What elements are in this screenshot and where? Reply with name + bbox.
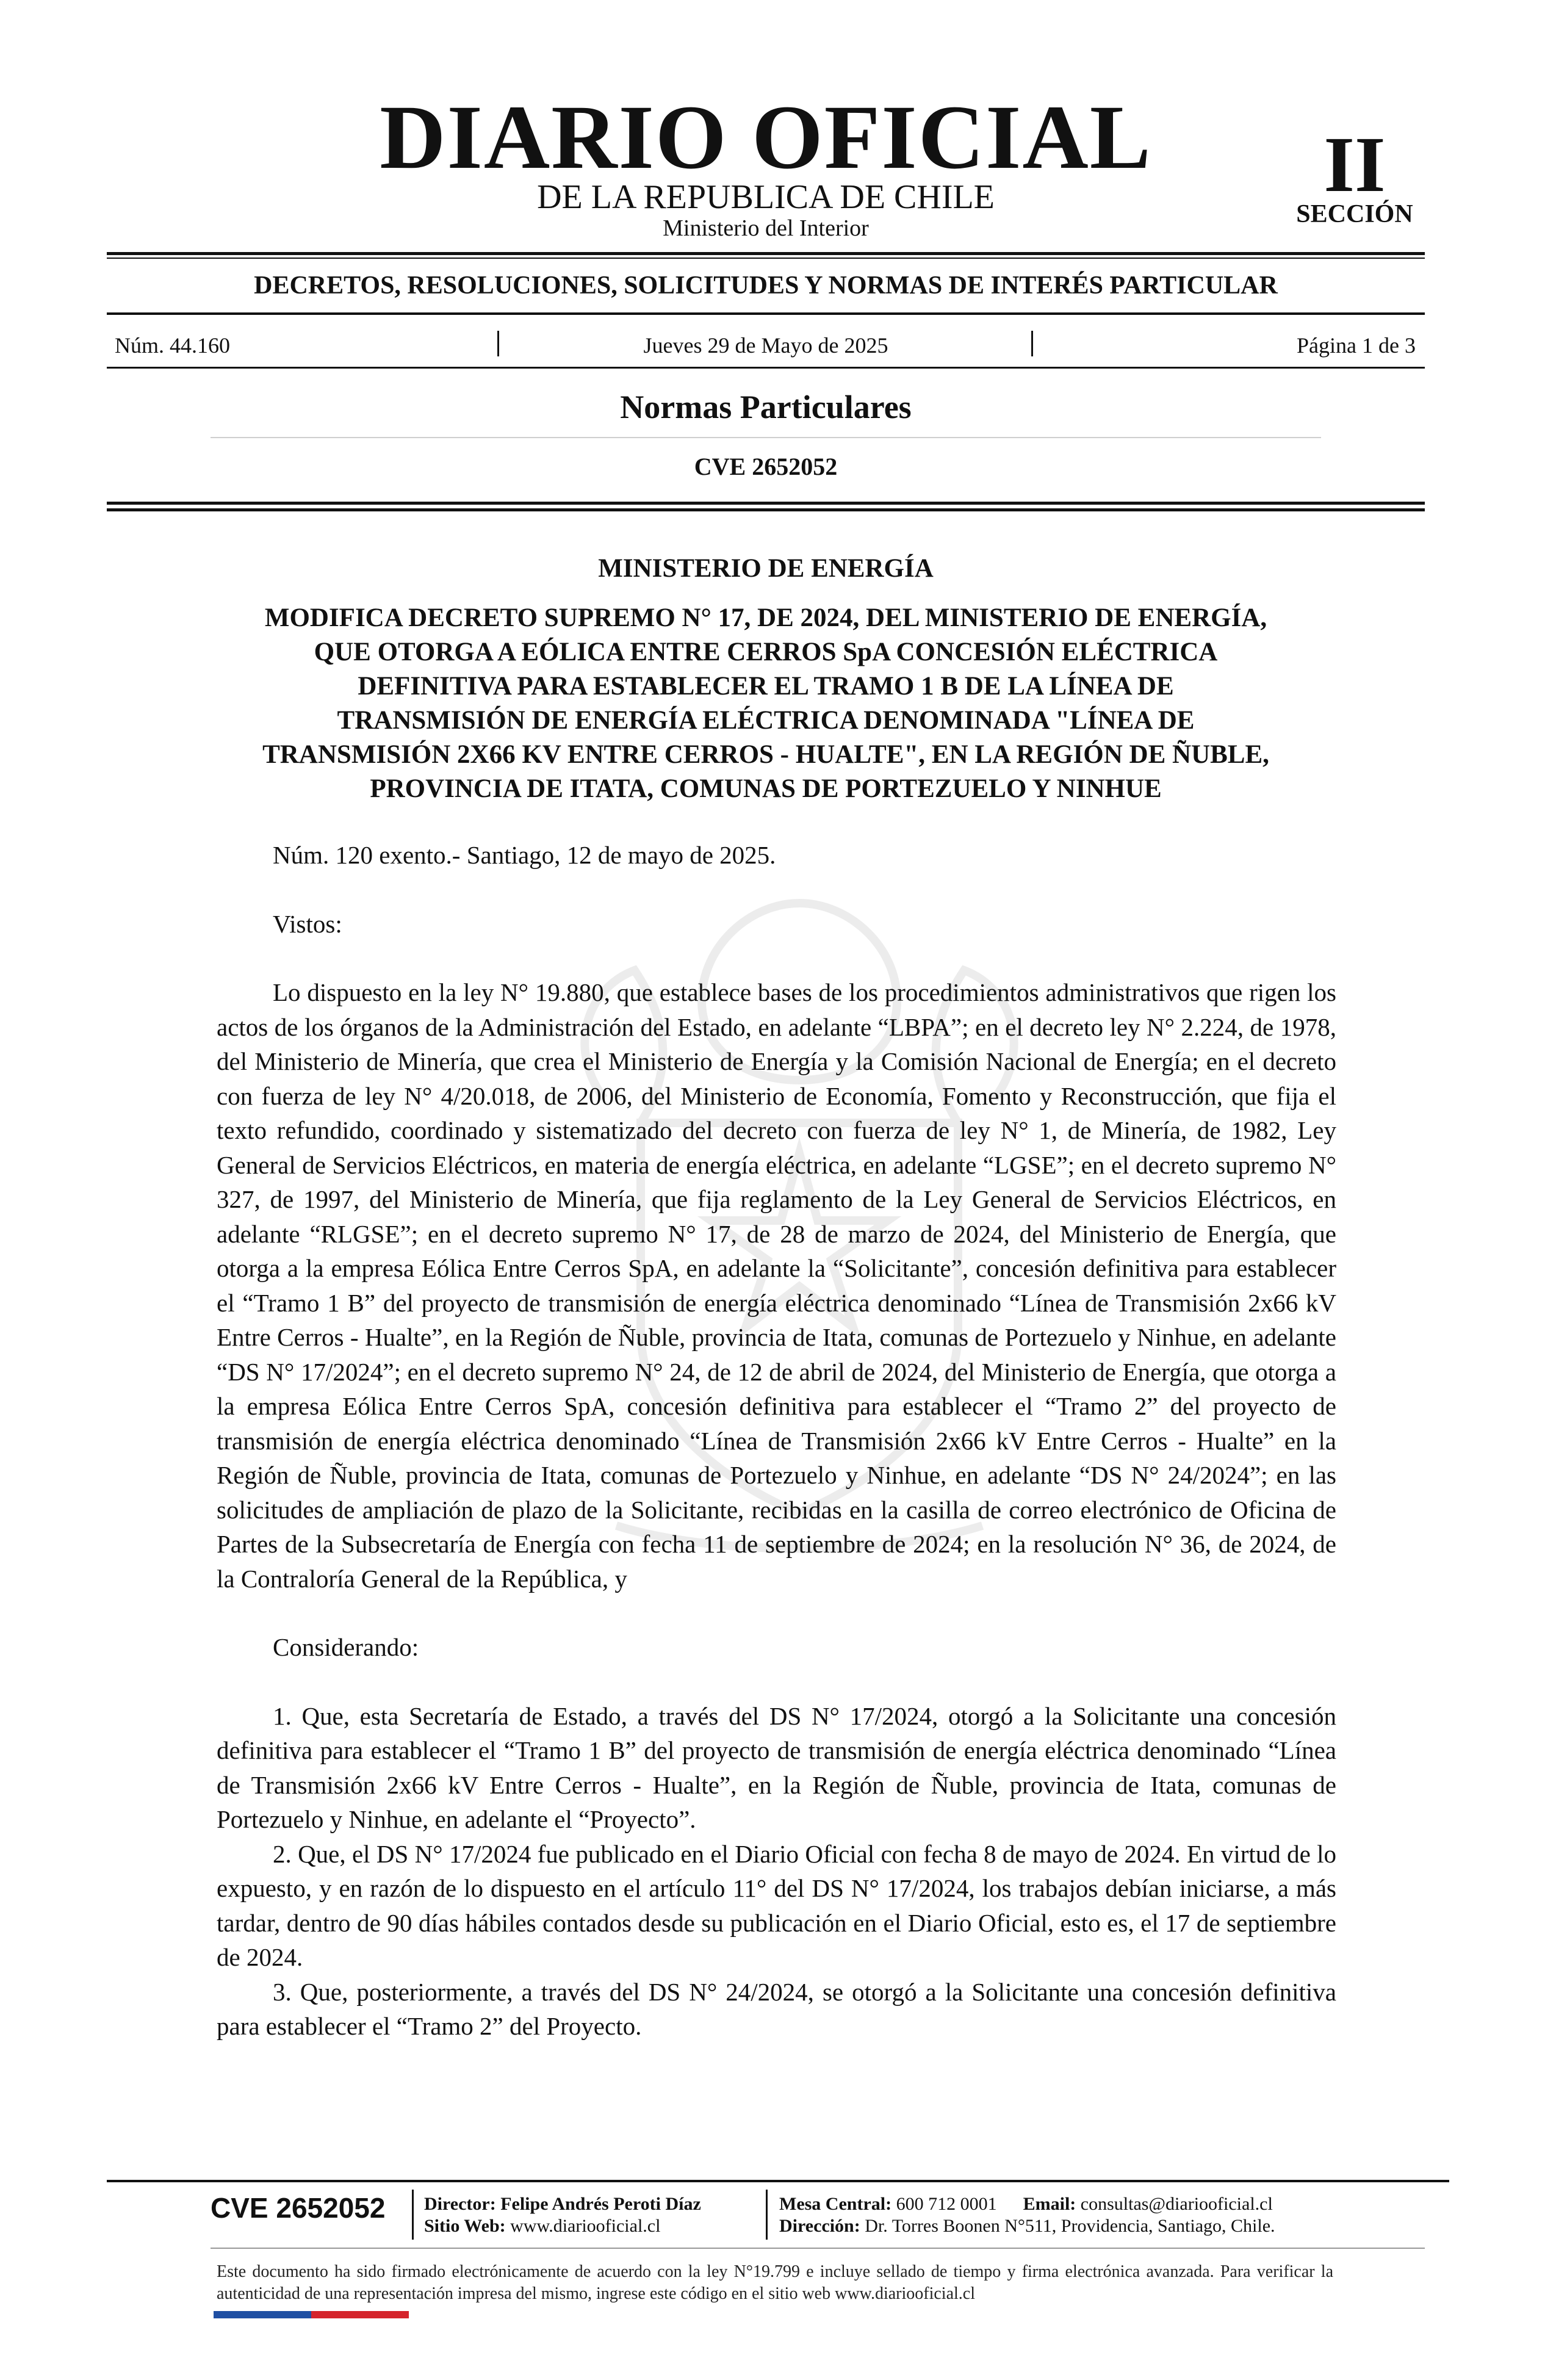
footer-cve-code: CVE 2652052 [211, 2192, 386, 2224]
decree-title-line: TRANSMISIÓN 2X66 KV ENTRE CERROS - HUALTE", EN LA REGIÓN DE ÑUBLE, [262, 740, 1269, 769]
chile-flag-stripe [214, 2311, 311, 2318]
decree-title-line: DEFINITIVA PARA ESTABLECER EL TRAMO 1 B DE LA LÍNEA DE [358, 672, 1174, 701]
footer-separator [412, 2190, 414, 2240]
issue-separator [1031, 331, 1033, 356]
decree-title-line: QUE OTORGA A EÓLICA ENTRE CERROS SpA CONCESIÓN ELÉCTRICA [314, 638, 1218, 666]
decree-title-line: PROVINCIA DE ITATA, COMUNAS DE PORTEZUELO Y NINHUE [370, 774, 1162, 803]
considerando-heading: Considerando: [273, 1633, 419, 1661]
footer-director [424, 2195, 701, 2213]
footer-website [424, 2217, 660, 2235]
newspaper-ministry: Ministerio del Interior [663, 215, 869, 241]
masthead-rule-bottom [107, 258, 1425, 259]
section-heading: Normas Particulares [620, 389, 912, 425]
decree-title-line: TRANSMISIÓN DE ENERGÍA ELÉCTRICA DENOMINADA "LÍNEA DE [337, 706, 1195, 735]
issue-number: Núm. 44.160 [115, 333, 230, 358]
decree-title [183, 601, 1349, 806]
issue-separator [497, 331, 499, 356]
director-value: Felipe Andrés Peroti Díaz [500, 2194, 701, 2214]
considerando-paragraph: 2. Que, el DS N° 17/2024 fue publicado en el Diario Oficial con fecha 8 de mayo de 2024. En virtud de lo expuesto, y en razón de lo dispuesto en el artículo 11° del DS N° 17/2024, los trabajos debían iniciarse, a más tardar, dentro de 90 días hábiles contados desde su publicación en el Diario Oficial, esto es, el 17 de septiembre de 2024. [217, 1839, 1336, 1971]
footer-separator [766, 2190, 768, 2240]
decree-body [217, 838, 1336, 2044]
considerando-paragraph: 3. Que, posteriormente, a través del DS N° 24/2024, se otorgó a la Solicitante una concesión definitiva para establecer el “Tramo 2” del Proyecto. [217, 1977, 1336, 2040]
vistos-paragraph: Lo dispuesto en la ley N° 19.880, que establece bases de los procedimientos administrativos que rigen los actos de los órganos de la Administración del Estado, en adelante “LBPA”; en el decreto ley N° 2.224, de 1978, del Ministerio de Minería, que crea el Ministerio de Energía y la Comisión Nacional de Energía; en el decreto con fuerza de ley N° 4/20.018, de 2006, del Ministerio de Economía, Fomento y Reconstrucción, que fija el texto refundido, coordinado y sistematizado del decreto con fuerza de ley N° 1, de Minería, de 1982, Ley General de Servicios Eléctricos, en materia de energía eléctrica, en adelante “LGSE”; en el decreto supremo N° 327, de 1997, del Ministerio de Minería, que fija reglamento de la Ley General de Servicios Eléctricos, en adelante “RLGSE”; en el decreto supremo N° 17, de 28 de marzo de 2024, del Ministerio de Energía, que otorga a la empresa Eólica Entre Cerros SpA, en adelante la “Solicitante”, concesión definitiva para establecer el “Tramo 1 B” del proyecto de transmisión de energía eléctrica denominado “Línea de Transmisión 2x66 kV Entre Cerros - Hualte”, en la Región de Ñuble, provincia de Itata, comunas de Portezuelo y Ninhue, en adelante “DS N° 17/2024”; en el decreto supremo N° 24, de 12 de abril de 2024, del Ministerio de Energía, que otorga a la empresa Eólica Entre Cerros SpA, concesión definitiva para establecer el “Tramo 2” del proyecto de transmisión de energía eléctrica denominado “Línea de Transmisión 2x66 kV Entre Cerros - Hualte” en la Región de Ñuble, provincia de Itata, comunas de Portezuelo y Ninhue, en adelante “DS N° 24/2024”; en las solicitudes de ampliación de plazo de la Solicitante, recibidas en la casilla de correo electrónico de Oficina de Partes de la Subsecretaría de Energía con fecha 11 de septiembre de 2024; en la resolución N° 36, de 2024, de la Contraloría General de la República, y [217, 978, 1336, 1593]
issue-rule-top [107, 312, 1425, 315]
document-type-heading: DECRETOS, RESOLUCIONES, SOLICITUDES Y NORMAS DE INTERÉS PARTICULAR [254, 272, 1278, 300]
header-double-rule-bottom [107, 508, 1425, 511]
page-indicator: Página 1 de 3 [1297, 333, 1416, 358]
footer-rule [107, 2180, 1449, 2182]
cve-code-header: CVE 2652052 [694, 453, 838, 480]
section-label: SECCIÓN [1296, 200, 1413, 228]
masthead-rule-top [107, 252, 1425, 255]
decree-title-line: MODIFICA DECRETO SUPREMO N° 17, DE 2024, DEL MINISTERIO DE ENERGÍA, [264, 604, 1267, 632]
newspaper-title: DIARIO OFICIAL [380, 87, 1152, 188]
email-label: Email: [1023, 2194, 1076, 2214]
decree-number-line: Núm. 120 exento.- Santiago, 12 de mayo de 2025. [273, 841, 776, 869]
phone-value: 600 712 0001 [896, 2194, 997, 2214]
email-link[interactable]: consultas@diariooficial.cl [1080, 2194, 1273, 2214]
phone-label: Mesa Central: [779, 2194, 892, 2214]
website-link[interactable]: www.diariooficial.cl [510, 2216, 661, 2236]
header-double-rule-top [107, 502, 1425, 505]
address-value: Dr. Torres Boonen N°511, Providencia, Santiago, Chile. [865, 2216, 1275, 2236]
issue-date: Jueves 29 de Mayo de 2025 [643, 333, 888, 358]
considerando-paragraph: 1. Que, esta Secretaría de Estado, a través del DS N° 17/2024, otorgó a la Solicitante una concesión definitiva para establecer el “Tramo 1 B” del proyecto de transmisión de energía eléctrica denominado “Línea de Transmisión 2x66 kV Entre Cerros - Hualte”, en la Región de Ñuble, provincia de Itata, comunas de Portezuelo y Ninhue, en adelante el “Proyecto”. [217, 1701, 1336, 1833]
address-label: Dirección: [779, 2216, 860, 2236]
website-label: Sitio Web: [424, 2216, 506, 2236]
director-label: Director: [424, 2194, 496, 2214]
footer-address [779, 2217, 1275, 2235]
vistos-heading: Vistos: [273, 909, 342, 938]
section-number: II [1324, 121, 1386, 209]
signature-notice: Este documento ha sido firmado electrónicamente de acuerdo con la ley N°19.799 e incluye sellado de tiempo y firma electrónica avanzada. Para verificar la autenticidad de una representación impresa del mismo, ingrese este código en el sitio web www.diariooficial.cl [217, 2262, 1333, 2303]
issuing-ministry: MINISTERIO DE ENERGÍA [598, 554, 934, 583]
newspaper-subtitle: DE LA REPUBLICA DE CHILE [537, 178, 995, 216]
footer-phone-email [779, 2195, 1273, 2213]
chile-flag-stripe [311, 2311, 409, 2318]
section-heading-rule [211, 437, 1321, 438]
issue-rule-bottom [107, 367, 1425, 369]
footer-thin-rule [211, 2248, 1425, 2249]
